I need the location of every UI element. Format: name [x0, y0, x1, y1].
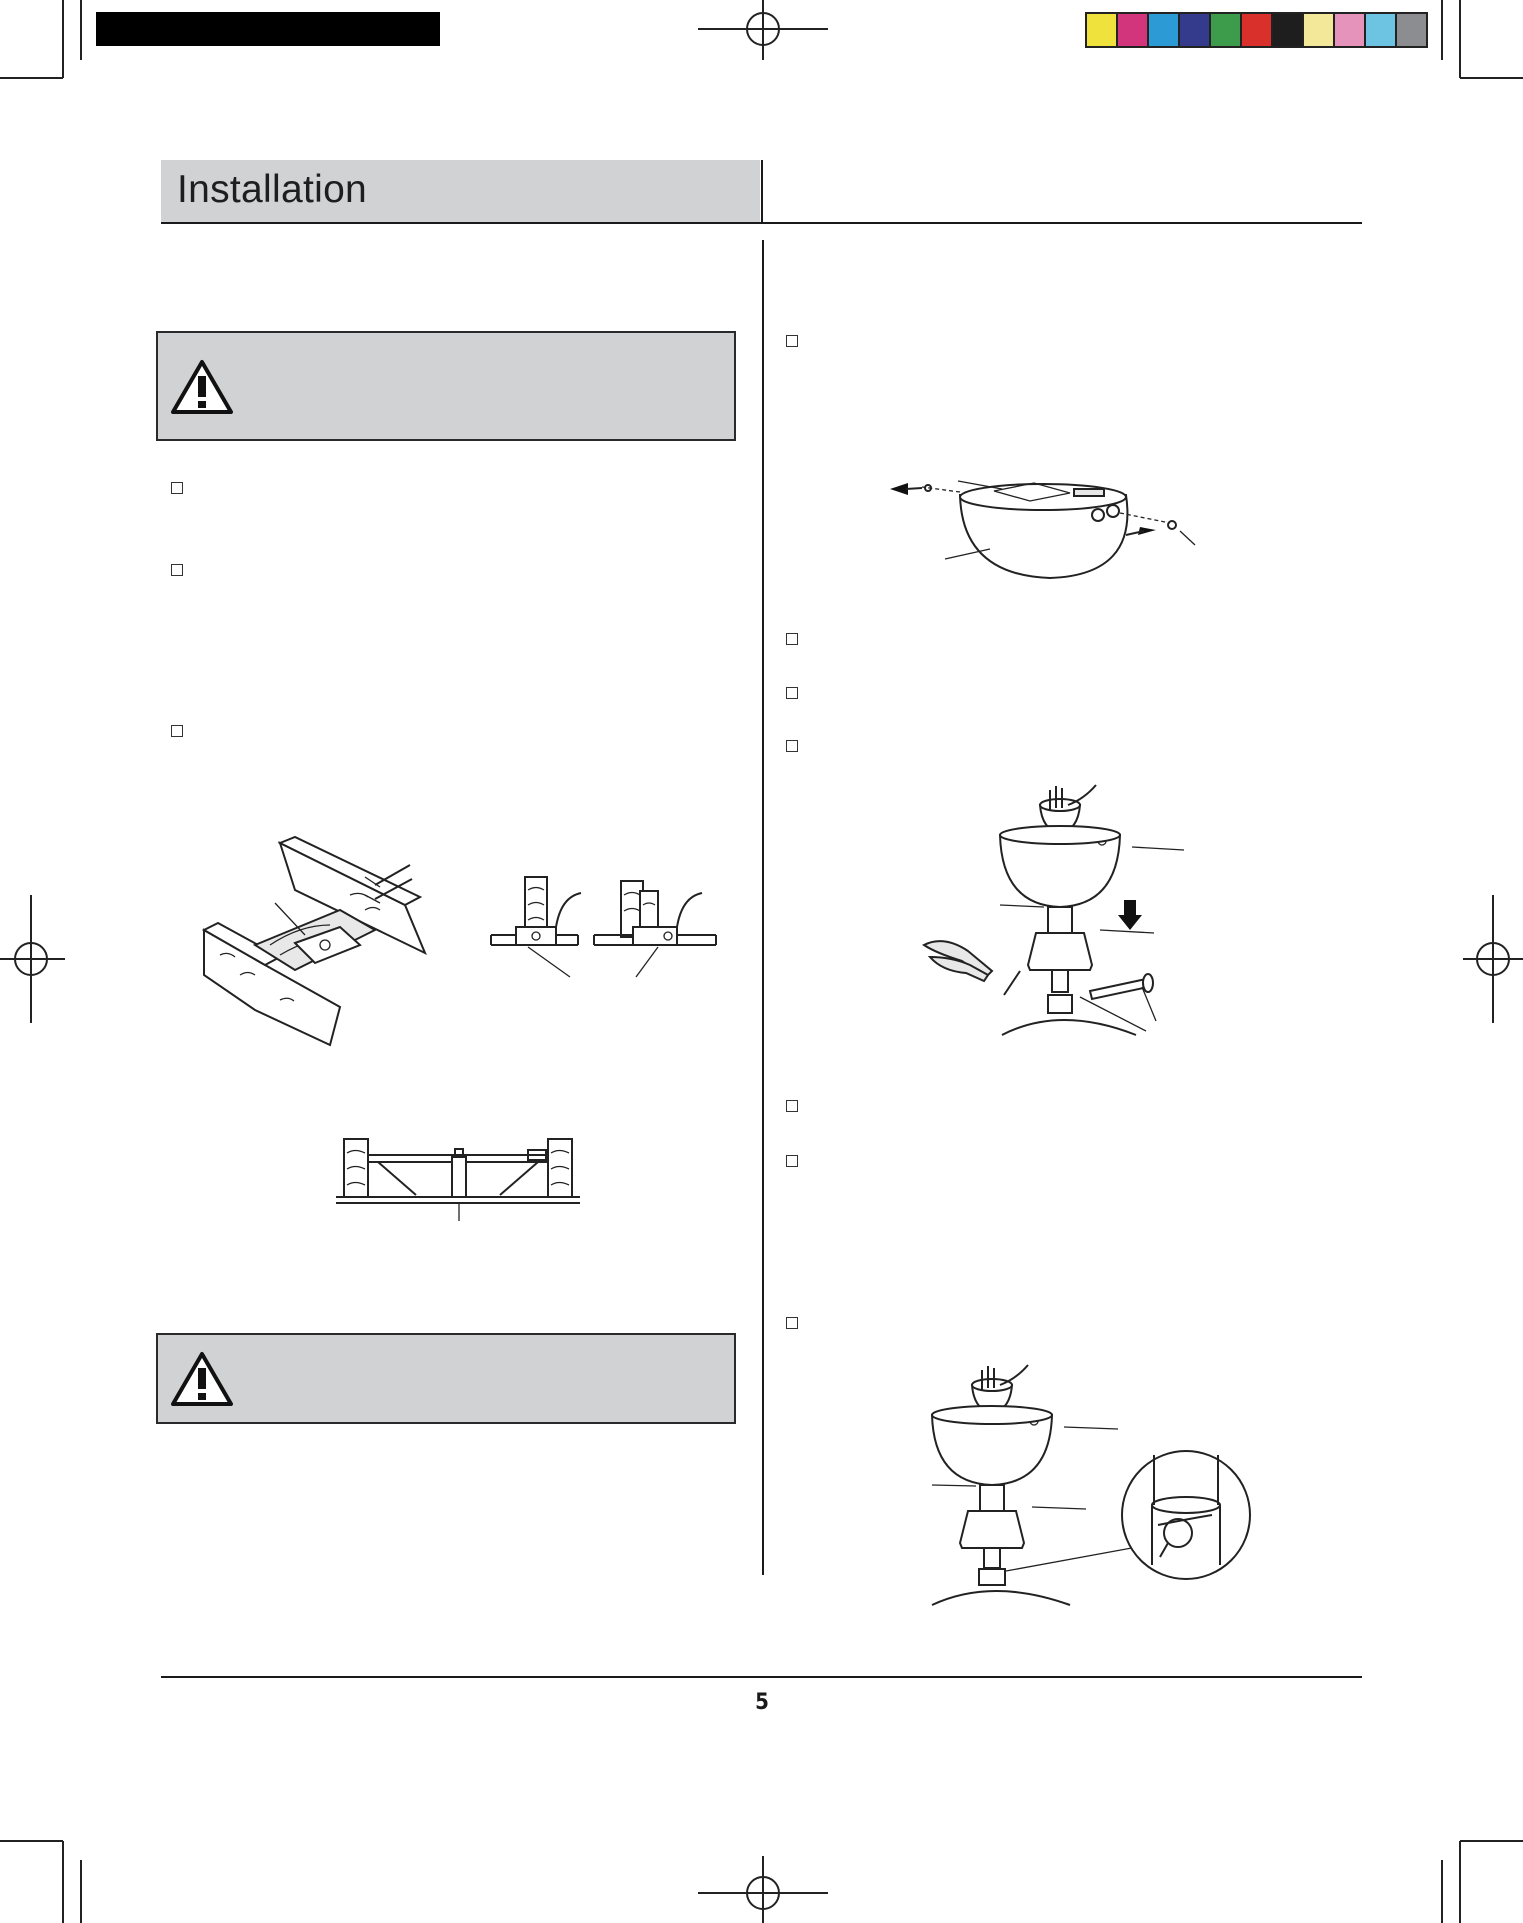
downrod-assembly-illustration	[920, 775, 1210, 1035]
joist-mounting-box-illustration	[200, 835, 450, 1045]
warning-box	[156, 331, 736, 441]
downrod-secured-illustration	[928, 1365, 1278, 1605]
registration-crosshair-icon	[698, 0, 828, 80]
checkbox-icon[interactable]	[786, 1155, 798, 1167]
header-rule	[161, 222, 1362, 224]
footer-rule	[161, 1676, 1362, 1678]
page-number: 5	[755, 1690, 769, 1715]
registration-crosshair-icon	[1458, 895, 1523, 1025]
checkbox-icon[interactable]	[171, 482, 183, 494]
checkbox-icon[interactable]	[786, 335, 798, 347]
checkbox-icon[interactable]	[786, 633, 798, 645]
outlet-box-detail-illustration	[488, 875, 728, 1005]
checkbox-icon[interactable]	[786, 740, 798, 752]
checkbox-icon[interactable]	[171, 725, 183, 737]
warning-box	[156, 1333, 736, 1424]
checkbox-icon[interactable]	[171, 564, 183, 576]
warning-triangle-icon	[170, 359, 234, 415]
warning-triangle-icon	[170, 1351, 234, 1407]
registration-crosshair-icon	[0, 895, 70, 1025]
canopy-removal-illustration	[890, 475, 1210, 585]
registration-crosshair-icon	[698, 1841, 828, 1923]
hanger-bar-illustration	[336, 1135, 586, 1225]
checkbox-icon[interactable]	[786, 687, 798, 699]
checkbox-icon[interactable]	[786, 1100, 798, 1112]
column-divider	[762, 240, 764, 1575]
page-title: Installation	[177, 168, 368, 211]
checkbox-icon[interactable]	[786, 1317, 798, 1329]
header-divider-tick	[761, 160, 763, 224]
